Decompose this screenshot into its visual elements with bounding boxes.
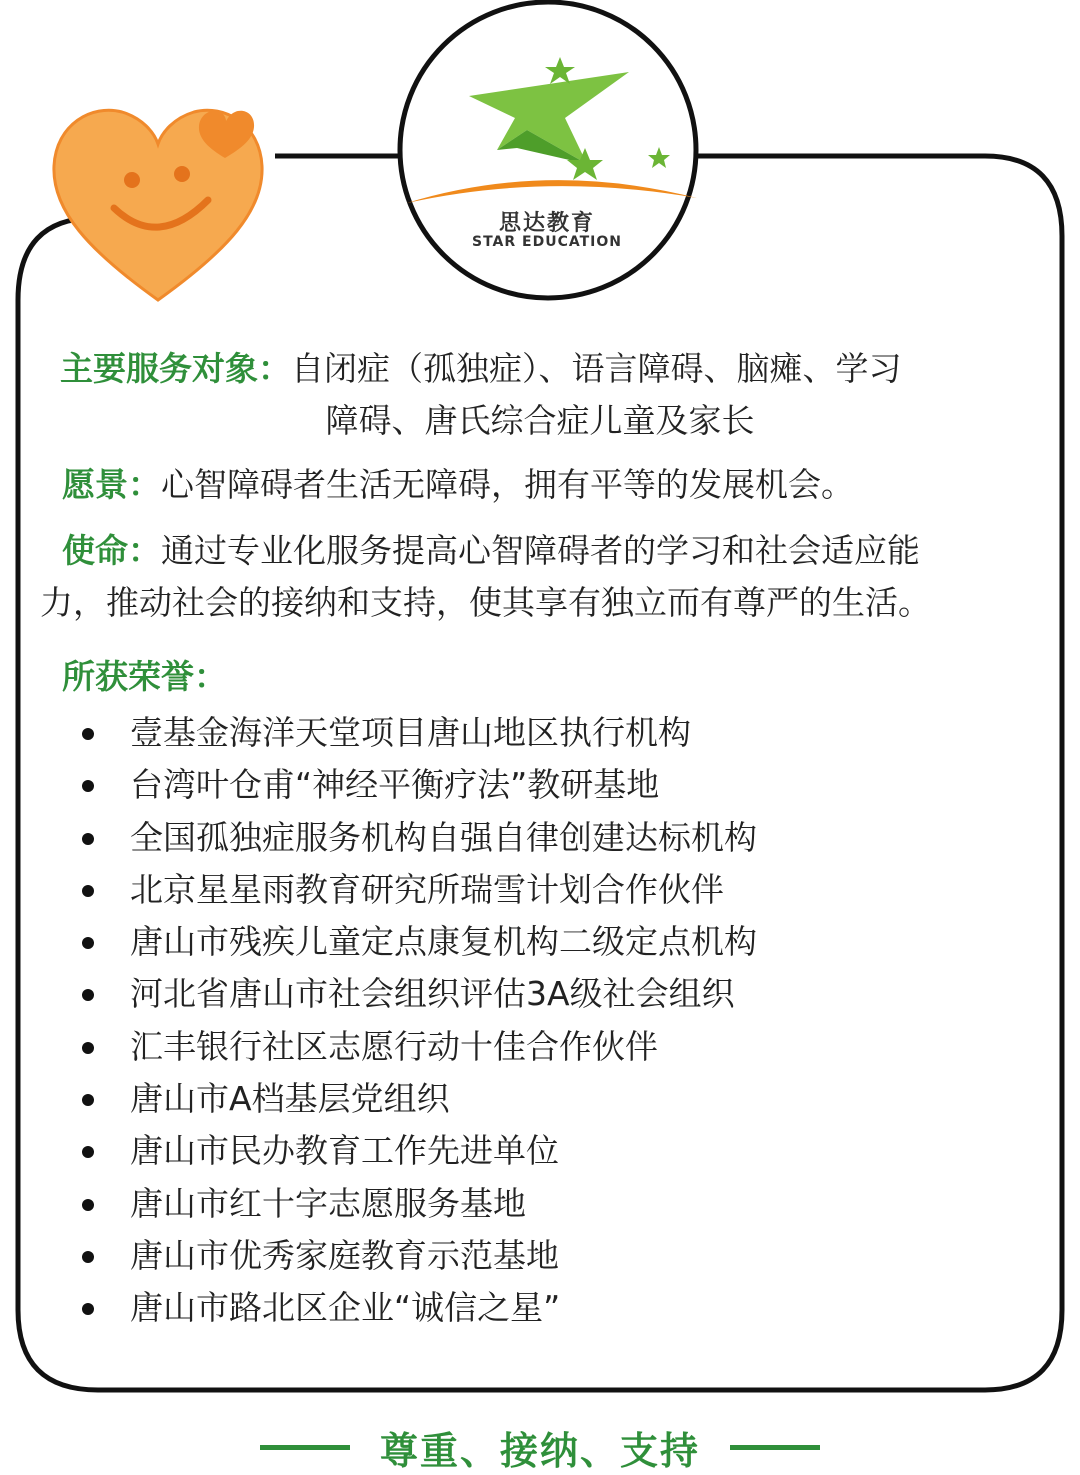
vision-text: 心智障碍者生活无障碍，拥有平等的发展机会。 xyxy=(161,465,854,504)
bullet-icon xyxy=(82,989,94,1001)
list-item: 唐山市A档基层党组织 xyxy=(82,1073,1050,1125)
bullet-icon xyxy=(82,1042,94,1054)
bullet-icon xyxy=(82,1146,94,1158)
list-item: 北京星星雨教育研究所瑞雪计划合作伙伴 xyxy=(82,864,1050,916)
services-text-line2: 障碍、唐氏综合症儿童及家长 xyxy=(325,401,755,440)
footer-slogan-bar xyxy=(0,1422,1080,1472)
list-item: 汇丰银行社区志愿行动十佳合作伙伴 xyxy=(82,1021,1050,1073)
mission-text-line1: 通过专业化服务提高心智障碍者的学习和社会适应能 xyxy=(161,531,920,570)
mission-paragraph xyxy=(40,525,1050,629)
list-item: 全国孤独症服务机构自强自律创建达标机构 xyxy=(82,812,1050,864)
divider-right xyxy=(730,1445,820,1450)
bullet-icon xyxy=(82,1251,94,1263)
organization-info xyxy=(40,343,1050,1335)
brand-logo xyxy=(397,10,697,285)
honors-list xyxy=(40,707,1050,1335)
smiley-heart-icon xyxy=(48,100,268,305)
honors-title: 所获荣誉： xyxy=(62,657,227,696)
services-paragraph xyxy=(40,343,1050,447)
list-item: 唐山市红十字志愿服务基地 xyxy=(82,1178,1050,1230)
divider-left xyxy=(260,1445,350,1450)
list-item: 唐山市民办教育工作先进单位 xyxy=(82,1125,1050,1177)
services-text-line1: 自闭症（孤独症）、语言障碍、脑瘫、学习 xyxy=(291,349,902,388)
logo-name-en: STAR EDUCATION xyxy=(472,234,622,250)
list-item: 唐山市优秀家庭教育示范基地 xyxy=(82,1230,1050,1282)
bullet-icon xyxy=(82,1094,94,1106)
vision-label: 愿景： xyxy=(62,465,161,504)
list-item: 唐山市路北区企业“诚信之星” xyxy=(82,1282,1050,1334)
list-item: 河北省唐山市社会组织评估3A级社会组织 xyxy=(82,968,1050,1020)
list-item: 台湾叶仓甫“神经平衡疗法”教研基地 xyxy=(82,759,1050,811)
bullet-icon xyxy=(82,1199,94,1211)
services-label: 主要服务对象： xyxy=(60,349,291,388)
bullet-icon xyxy=(82,885,94,897)
list-item: 壹基金海洋天堂项目唐山地区执行机构 xyxy=(82,707,1050,759)
bullet-icon xyxy=(82,1303,94,1315)
logo-name-cn: 思达教育 xyxy=(498,211,595,236)
bullet-icon xyxy=(82,937,94,949)
vision-paragraph xyxy=(40,459,1050,511)
mission-text-line2: 力，推动社会的接纳和支持，使其享有独立而有尊严的生活。 xyxy=(40,583,931,622)
bullet-icon xyxy=(82,780,94,792)
bullet-icon xyxy=(82,833,94,845)
mission-label: 使命： xyxy=(62,531,161,570)
list-item: 唐山市残疾儿童定点康复机构二级定点机构 xyxy=(82,916,1050,968)
star-swoosh-logo-icon xyxy=(397,10,697,210)
bullet-icon xyxy=(82,728,94,740)
slogan-text: 尊重、接纳、支持 xyxy=(379,1428,700,1473)
